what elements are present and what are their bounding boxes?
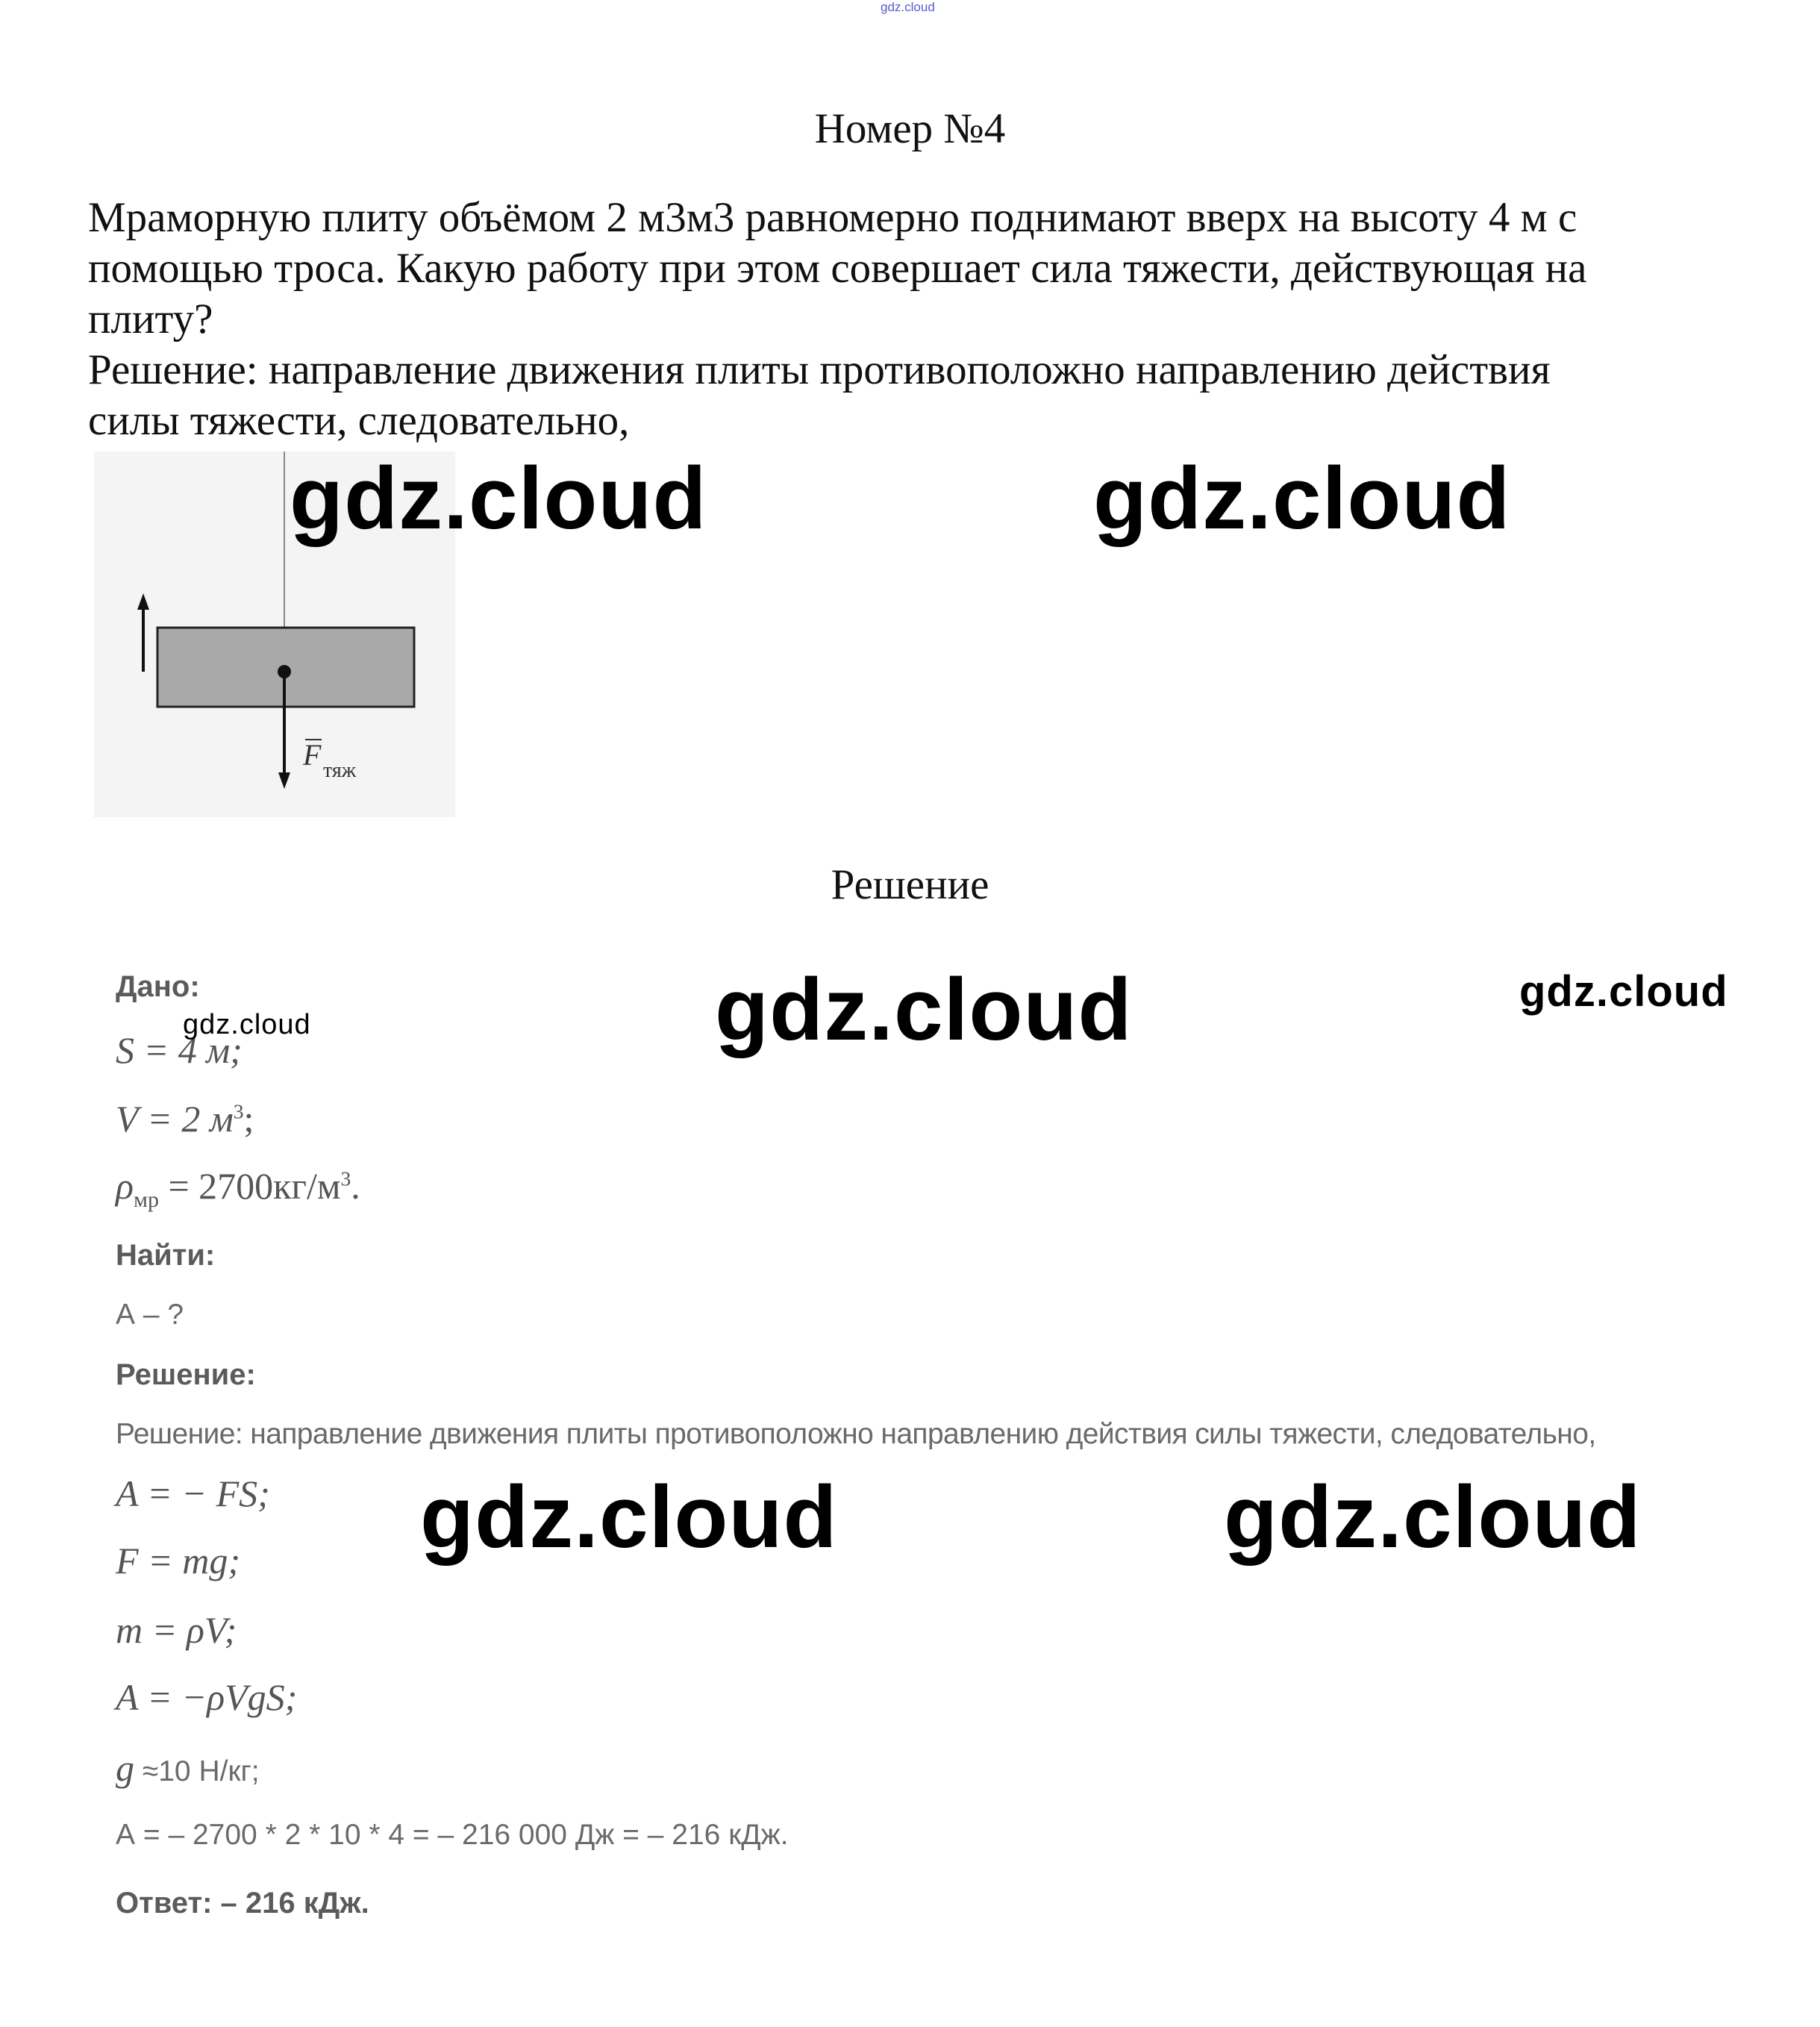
watermark: gdz.cloud — [715, 961, 1133, 1059]
given-heading: Дано: — [116, 970, 200, 1003]
watermark: gdz.cloud — [420, 1468, 838, 1567]
calculation: А = – 2700 * 2 * 10 * 4 = – 216 000 Дж = – 216 кДж. — [116, 1819, 789, 1851]
problem-text — [88, 193, 1745, 446]
problem-line: плиту? — [88, 296, 213, 343]
answer: Ответ: – 216 кДж. — [116, 1887, 369, 1920]
formula-force — [116, 1539, 240, 1582]
force-label: F — [303, 738, 322, 772]
formula-text: m = ρV; — [116, 1609, 237, 1651]
watermark: gdz.cloud — [290, 449, 707, 548]
find-value: А – ? — [116, 1299, 184, 1331]
density-symbol: ρ — [116, 1165, 134, 1207]
density-end: . — [351, 1165, 360, 1207]
distance-formula: S = 4 м; — [116, 1029, 243, 1071]
problem-line: Решение: направление движения плиты противоположно направлению действия — [88, 346, 1551, 393]
formula-text: A = −ρVgS; — [116, 1676, 298, 1718]
formula-gravity — [116, 1746, 260, 1790]
page-title: Номер №4 — [814, 105, 1006, 152]
volume-end: ; — [243, 1098, 254, 1140]
find-heading: Найти: — [116, 1239, 216, 1272]
given-volume — [116, 1097, 254, 1140]
density-value: = 2700кг/м — [158, 1165, 341, 1207]
volume-formula: V = 2 м — [116, 1098, 234, 1140]
density-exponent: 3 — [340, 1166, 351, 1190]
formula-work — [116, 1472, 270, 1515]
problem-line: Мраморную плиту объёмом 2 м3м3 равномерно поднимают вверх на высоту 4 м с — [88, 194, 1577, 241]
volume-exponent: 3 — [233, 1099, 244, 1123]
watermark: gdz.cloud — [1519, 967, 1728, 1016]
solution-text: Решение: направление движения плиты противоположно направлению действия силы тяжести, следовательно, — [116, 1418, 1596, 1450]
given-density — [116, 1164, 360, 1213]
problem-line: помощью троса. Какую работу при этом совершает сила тяжести, действующая на — [88, 245, 1587, 292]
watermark: gdz.cloud — [1224, 1468, 1642, 1567]
formula-work-expanded — [116, 1675, 297, 1719]
center-of-mass-dot — [278, 665, 291, 678]
solution-title: Решение — [831, 861, 989, 908]
solution-heading: Решение: — [116, 1358, 256, 1391]
gravity-symbol: g — [116, 1747, 134, 1789]
density-subscript: мр — [134, 1187, 159, 1212]
top-watermark: gdz.cloud — [881, 0, 935, 14]
watermark: gdz.cloud — [1093, 449, 1511, 548]
gravity-value: ≈10 Н/кг; — [134, 1755, 260, 1787]
formula-text: A = − FS; — [116, 1472, 270, 1514]
watermark: gdz.cloud — [183, 1009, 311, 1040]
formula-mass — [116, 1608, 237, 1652]
force-subscript: тяж — [323, 759, 357, 782]
problem-line: силы тяжести, следовательно, — [88, 397, 630, 444]
formula-text: F = mg; — [116, 1540, 241, 1581]
